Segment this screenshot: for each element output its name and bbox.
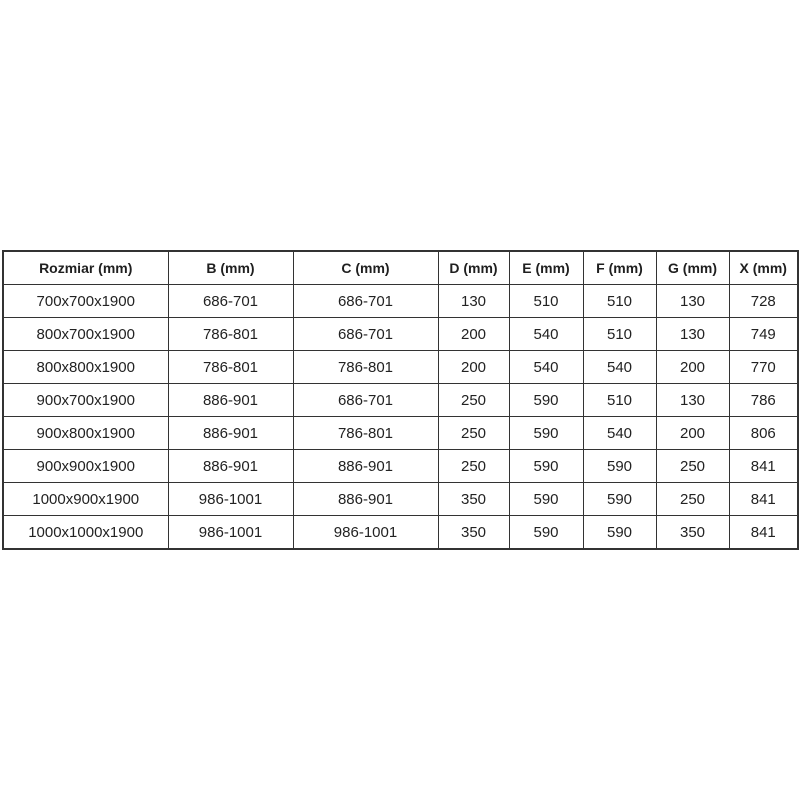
table-cell: 590 <box>583 516 656 550</box>
table-row <box>3 516 798 550</box>
table-row <box>3 483 798 516</box>
table-row <box>3 417 798 450</box>
table-cell: 590 <box>509 483 583 516</box>
column-header-3: D (mm) <box>438 251 509 285</box>
size-spec-table <box>2 250 799 550</box>
table-row <box>3 384 798 417</box>
table-cell: 786-801 <box>168 318 293 351</box>
column-header-7: X (mm) <box>729 251 798 285</box>
table-cell: 510 <box>509 285 583 318</box>
column-header-5: F (mm) <box>583 251 656 285</box>
table-cell: 886-901 <box>168 384 293 417</box>
table-cell: 350 <box>656 516 729 550</box>
table-cell: 786-801 <box>293 351 438 384</box>
table-body <box>3 285 798 550</box>
table-cell: 886-901 <box>168 450 293 483</box>
table-cell: 250 <box>656 483 729 516</box>
table-cell: 686-701 <box>293 285 438 318</box>
table-cell: 786-801 <box>293 417 438 450</box>
table-cell: 590 <box>583 450 656 483</box>
table-cell: 800x700x1900 <box>3 318 168 351</box>
table-cell: 540 <box>583 351 656 384</box>
table-cell: 350 <box>438 516 509 550</box>
table-cell: 510 <box>583 318 656 351</box>
table-cell: 200 <box>656 417 729 450</box>
table-cell: 590 <box>509 516 583 550</box>
table-cell: 800x800x1900 <box>3 351 168 384</box>
table-cell: 350 <box>438 483 509 516</box>
column-header-0: Rozmiar (mm) <box>3 251 168 285</box>
table-cell: 986-1001 <box>168 516 293 550</box>
table-cell: 130 <box>656 318 729 351</box>
table-row <box>3 450 798 483</box>
table-cell: 886-901 <box>293 483 438 516</box>
table-cell: 886-901 <box>168 417 293 450</box>
table-cell: 250 <box>438 384 509 417</box>
table-row <box>3 285 798 318</box>
table-cell: 200 <box>438 351 509 384</box>
column-header-2: C (mm) <box>293 251 438 285</box>
column-header-1: B (mm) <box>168 251 293 285</box>
table-cell: 250 <box>656 450 729 483</box>
table-cell: 841 <box>729 483 798 516</box>
table-row <box>3 318 798 351</box>
table-cell: 130 <box>656 384 729 417</box>
table-cell: 590 <box>509 450 583 483</box>
table-cell: 786 <box>729 384 798 417</box>
table-cell: 700x700x1900 <box>3 285 168 318</box>
table-cell: 130 <box>656 285 729 318</box>
table-cell: 200 <box>656 351 729 384</box>
table-cell: 1000x900x1900 <box>3 483 168 516</box>
table-cell: 841 <box>729 516 798 550</box>
table-cell: 590 <box>509 384 583 417</box>
table-cell: 540 <box>583 417 656 450</box>
table-cell: 728 <box>729 285 798 318</box>
table-cell: 686-701 <box>293 318 438 351</box>
table-cell: 510 <box>583 384 656 417</box>
table-cell: 841 <box>729 450 798 483</box>
table-cell: 540 <box>509 318 583 351</box>
table-cell: 886-901 <box>293 450 438 483</box>
table-cell: 686-701 <box>293 384 438 417</box>
column-header-6: G (mm) <box>656 251 729 285</box>
header-row <box>3 251 798 285</box>
table-cell: 806 <box>729 417 798 450</box>
table-cell: 200 <box>438 318 509 351</box>
table-cell: 250 <box>438 450 509 483</box>
table-cell: 130 <box>438 285 509 318</box>
table-cell: 770 <box>729 351 798 384</box>
column-header-4: E (mm) <box>509 251 583 285</box>
table-cell: 986-1001 <box>168 483 293 516</box>
table-cell: 1000x1000x1900 <box>3 516 168 550</box>
table-cell: 900x800x1900 <box>3 417 168 450</box>
table-cell: 510 <box>583 285 656 318</box>
table-cell: 900x900x1900 <box>3 450 168 483</box>
table-cell: 900x700x1900 <box>3 384 168 417</box>
table-cell: 786-801 <box>168 351 293 384</box>
table-cell: 590 <box>583 483 656 516</box>
table-cell: 590 <box>509 417 583 450</box>
table-row <box>3 351 798 384</box>
table-cell: 986-1001 <box>293 516 438 550</box>
table-cell: 686-701 <box>168 285 293 318</box>
table-cell: 749 <box>729 318 798 351</box>
table-cell: 540 <box>509 351 583 384</box>
table-cell: 250 <box>438 417 509 450</box>
